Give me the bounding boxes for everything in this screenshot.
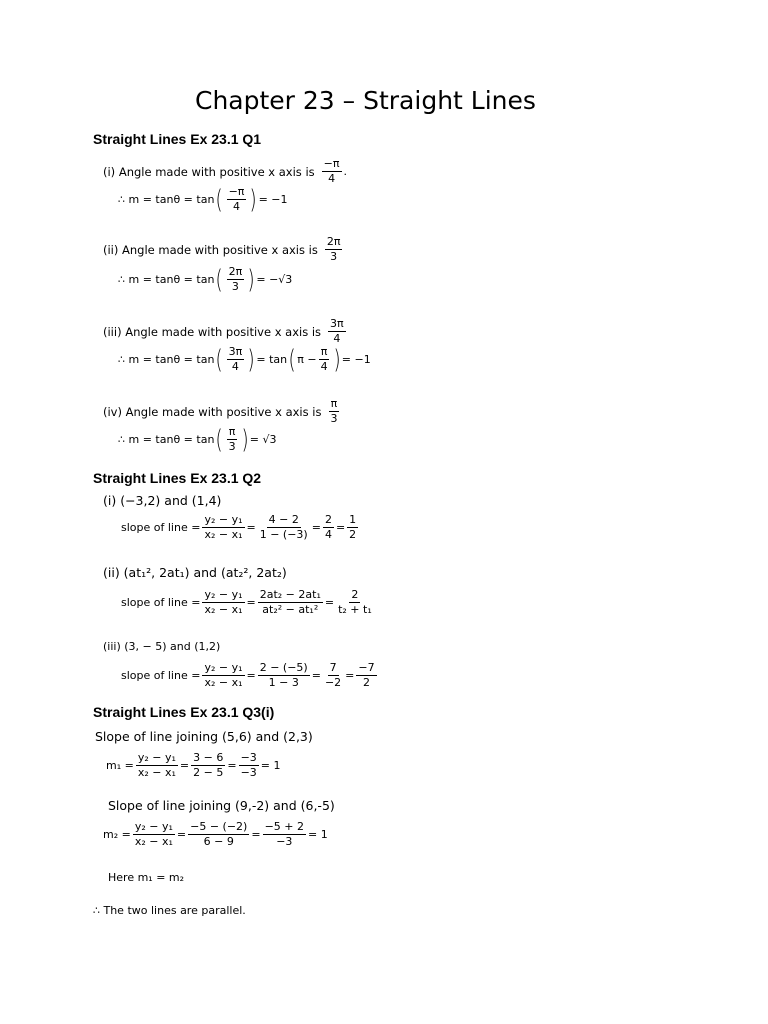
heading-q2: Straight Lines Ex 23.1 Q2 [93, 470, 262, 486]
q2-iii-points: (iii) (3, − 5) and (1,2) [103, 640, 221, 653]
q1-iii-equation: ∴ m = tanθ = tan ( $\frac{3\pi}{4}$ ) = tan ( π − $\frac{\pi}{4}$ ) = −1 [118, 344, 371, 375]
q2-iii-slope: slope of line = $\frac{\text{y₂ − y₁}}{\text{x₂ − x₁}}$ = $\frac{2 - (-5)}{1 - 3}$ = $\frac{7}{-2}$ = $\frac{-7}{2}$ [121, 661, 375, 689]
q1-ii-equation: ∴ m = tanθ = tan ( $\frac{2\pi}{3}$ ) = −√3 [118, 264, 293, 295]
q1-iv-statement: (iv) Angle made with positive x axis is $\frac{\pi}{3}$ [103, 397, 338, 425]
q1-iii-statement: (iii) Angle made with positive x axis is $\frac{3\pi}{4}$ [103, 317, 344, 345]
q1-i-equation: ∴ m = tanθ = tan ( $\frac{-\pi}{4}$ ) = −1 [118, 184, 288, 215]
q2-i-points: (i) (−3,2) and (1,4) [103, 493, 222, 508]
page-title: Chapter 23 – Straight Lines [195, 86, 536, 115]
q3-line2: Slope of line joining (9,-2) and (6,-5) [108, 798, 335, 813]
q3-m2: m₂ = $\frac{\text{y₂ − y₁}}{\text{x₂ − x₁}}$ = $\frac{-5 - (-2)}{6 - 9}$ = $\frac{-5 + 2}{-3}$ = 1 [103, 820, 328, 848]
q2-ii-points: (ii) (at₁², 2at₁) and (at₂², 2at₂) [103, 565, 287, 580]
q2-i-slope: slope of line = $\frac{\text{y₂ − y₁}}{\text{x₂ − x₁}}$ = $\frac{4 - 2}{1 - (-3)}$ = $\frac{2}{4}$ = $\frac{1}{2}$ [121, 513, 357, 541]
heading-q1: Straight Lines Ex 23.1 Q1 [93, 131, 262, 147]
heading-q3: Straight Lines Ex 23.1 Q3(i) [93, 704, 275, 720]
q3-conclusion: ∴ The two lines are parallel. [93, 904, 246, 917]
q3-line1: Slope of line joining (5,6) and (2,3) [95, 729, 313, 744]
q1-i-angle: $\frac{-\pi}{4}$ [323, 157, 340, 185]
q3-m1: m₁ = $\frac{\text{y₂ − y₁}}{\text{x₂ − x₁}}$ = $\frac{3 - 6}{2 - 5}$ = $\frac{-3}{-3}$ = 1 [106, 751, 281, 779]
q1-iv-equation: ∴ m = tanθ = tan ( $\frac{\pi}{3}$ ) = √3 [118, 424, 277, 455]
q1-i-statement: (i) Angle made with positive x axis is $\frac{-\pi}{4}$ . [103, 157, 347, 185]
q3-here: Here m₁ = m₂ [108, 871, 185, 884]
q2-ii-slope: slope of line = $\frac{\text{y₂ − y₁}}{\text{x₂ − x₁}}$ = $\frac{\text{2at₂ − 2at₁}}{\text{at₂² − at₁²}}$ = $\frac{2}{\text{t₂ + t₁}}$ [121, 588, 372, 616]
q1-ii-statement: (ii) Angle made with positive x axis is $\frac{2\pi}{3}$ [103, 235, 341, 263]
